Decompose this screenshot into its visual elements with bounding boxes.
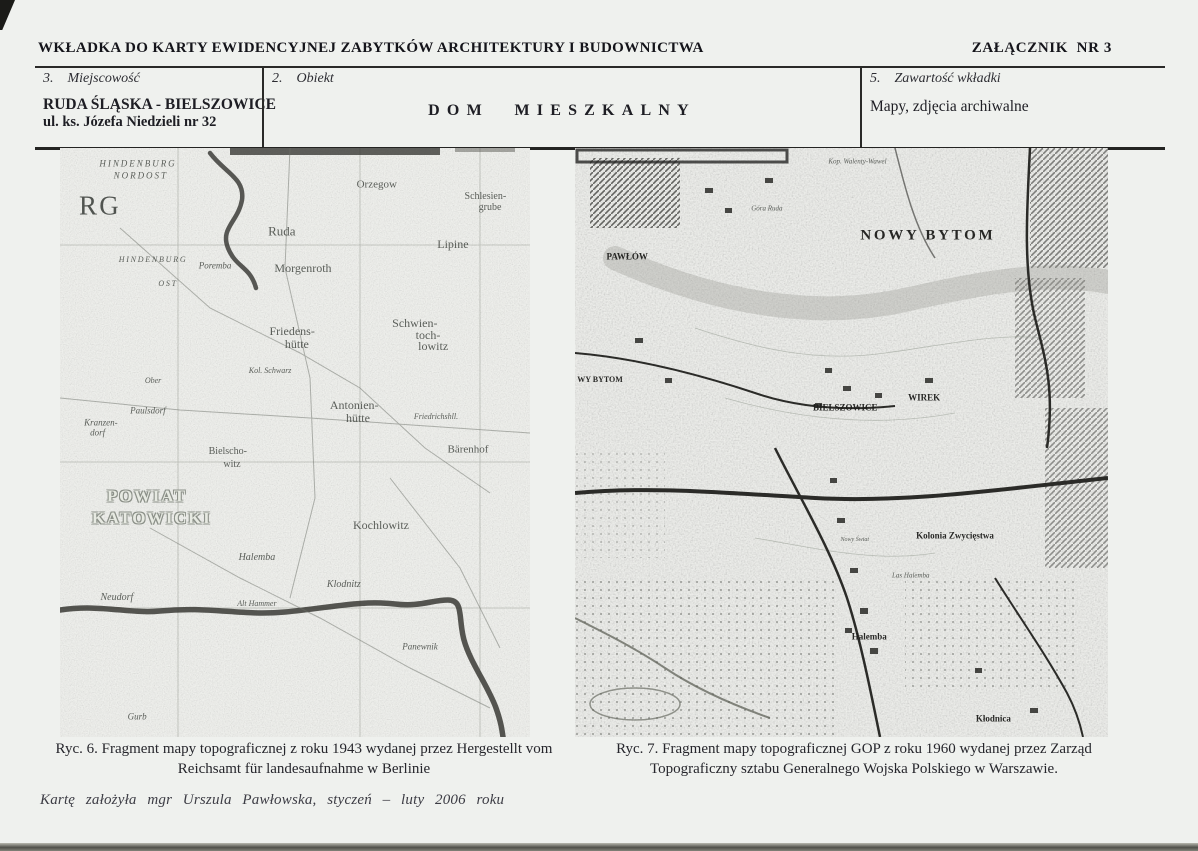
- map-place-label: hütte: [345, 410, 370, 425]
- place-city: RUDA ŚLĄSKA - BIELSZOWICE: [43, 96, 276, 113]
- field-miejscowosc: [35, 68, 276, 147]
- record-card-table: [35, 66, 1165, 150]
- caption-ryc6-line1: Ryc. 6. Fragment mapy topograficznej z roku 1943 wydanej przez Hergestellt vom: [55, 741, 553, 757]
- map-place-label: KATOWICKI: [91, 508, 212, 528]
- map-image-1943: [60, 148, 530, 737]
- map-place-label: NORDOST: [113, 170, 169, 181]
- map-place-label: RG: [79, 190, 121, 221]
- map-place-label: Nowy Świat: [840, 537, 870, 544]
- map-place-label: dorf: [90, 427, 106, 438]
- map-place-label: Poremba: [198, 260, 232, 271]
- map-place-label: Bärenhof: [447, 443, 489, 456]
- field-miejscowosc-label: [43, 71, 254, 87]
- field-name: Zawartość wkładki: [894, 71, 1001, 86]
- map-place-label: Schlesien-: [464, 190, 507, 202]
- field-number: 2.: [272, 71, 283, 86]
- field-number: 5.: [870, 71, 881, 86]
- map-1943-labels: [60, 148, 530, 737]
- map-place-label: Alt Hammer: [237, 598, 277, 608]
- document-title: WKŁADKA DO KARTY EWIDENCYJNEJ ZABYTKÓW ARCHITEKTURY I BUDOWNICTWA: [38, 40, 704, 56]
- map-place-label: WIREK: [908, 392, 941, 403]
- map-place-label: Góra Ruda: [751, 204, 783, 213]
- map-place-label: Ruda: [268, 223, 296, 239]
- field-number: 3.: [43, 71, 54, 86]
- caption-ryc6-line2: Reichsamt für landesaufnahme w Berlinie: [177, 760, 431, 777]
- card-author-note: Kartę założyła mgr Urszula Pawłowska, styczeń – luty 2006 roku: [40, 792, 505, 808]
- field-miejscowosc-value: [43, 96, 276, 130]
- map-place-label: Klodnitz: [326, 579, 361, 591]
- map-place-label: Bielscho-: [208, 445, 247, 457]
- map-place-label: Paulsdorf: [130, 405, 166, 416]
- map-place-label: Neudorf: [100, 591, 134, 603]
- caption-ryc7-line2: Topograficzny sztabu Generalnego Wojska Polskiego w Warszawie.: [650, 760, 1058, 777]
- map-place-label: toch-: [415, 327, 441, 342]
- map-place-label: Las Halemba: [892, 571, 930, 580]
- map-place-label: Lipine: [437, 237, 469, 251]
- map-place-label: NOWY BYTOM: [860, 227, 996, 244]
- map-place-label: POWIAT: [107, 486, 187, 506]
- map-place-label: Kol. Schwarz: [248, 366, 292, 376]
- map-place-label: Orzegow: [356, 178, 397, 191]
- map-place-label: HINDENBURG: [118, 254, 188, 264]
- map-place-label: Gurb: [127, 711, 147, 722]
- map-place-label: WY BYTOM: [577, 375, 623, 385]
- map-place-label: Kop. Walenty-Wawel: [828, 157, 887, 166]
- field-zawartosc: [862, 68, 1165, 147]
- attachment-label: ZAŁĄCZNIK NR 3: [971, 40, 1112, 56]
- map-place-label: BIELSZOWICE: [812, 402, 878, 413]
- map-place-label: HINDENBURG: [99, 158, 177, 169]
- map-place-label: grube: [478, 202, 502, 214]
- map-place-label: Halemba: [851, 631, 887, 642]
- field-zawartosc-label: [870, 71, 1157, 87]
- contents-value: Mapy, zdjęcia archiwalne: [870, 98, 1029, 115]
- map-place-label: Halemba: [238, 551, 276, 563]
- map-image-1960: [575, 148, 1108, 737]
- field-obiekt-label: [272, 71, 852, 87]
- field-name: Miejscowość: [67, 71, 140, 86]
- map-place-label: Friedrichshll.: [413, 412, 459, 422]
- map-place-label: lowitz: [418, 338, 449, 353]
- map-place-label: Friedens-: [269, 324, 315, 339]
- map-place-label: Kłodnica: [975, 713, 1011, 724]
- map-place-label: Kochlowitz: [353, 517, 409, 532]
- map-place-label: Kranzen-: [84, 417, 118, 428]
- map-place-label: witz: [223, 458, 241, 470]
- map-place-label: OST: [158, 279, 178, 289]
- map-place-label: Kolonia Zwycięstwa: [916, 530, 994, 541]
- field-name: Obiekt: [296, 71, 334, 86]
- map-place-label: Ober: [144, 376, 162, 386]
- map-place-label: Panewnik: [402, 641, 438, 652]
- field-obiekt: [262, 68, 862, 147]
- caption-ryc6: [36, 740, 572, 780]
- map-place-label: Antonien-: [329, 397, 379, 412]
- caption-ryc7: [580, 740, 1128, 780]
- object-name: DOM MIESZKALNY: [428, 102, 696, 119]
- scan-corner-artifact: [0, 0, 15, 30]
- map-place-label: Morgenroth: [274, 261, 332, 276]
- map-place-label: Schwien-: [392, 315, 438, 330]
- map-place-label: hütte: [284, 337, 309, 352]
- map-1960-labels: [575, 148, 1108, 737]
- scan-bottom-edge-artifact: [0, 843, 1198, 851]
- place-street: ul. ks. Józefa Niedzieli nr 32: [43, 113, 217, 130]
- map-place-label: PAWŁÓW: [606, 251, 648, 262]
- caption-ryc7-line1: Ryc. 7. Fragment mapy topograficznej GOP z roku 1960 wydanej przez Zarząd: [616, 741, 1092, 757]
